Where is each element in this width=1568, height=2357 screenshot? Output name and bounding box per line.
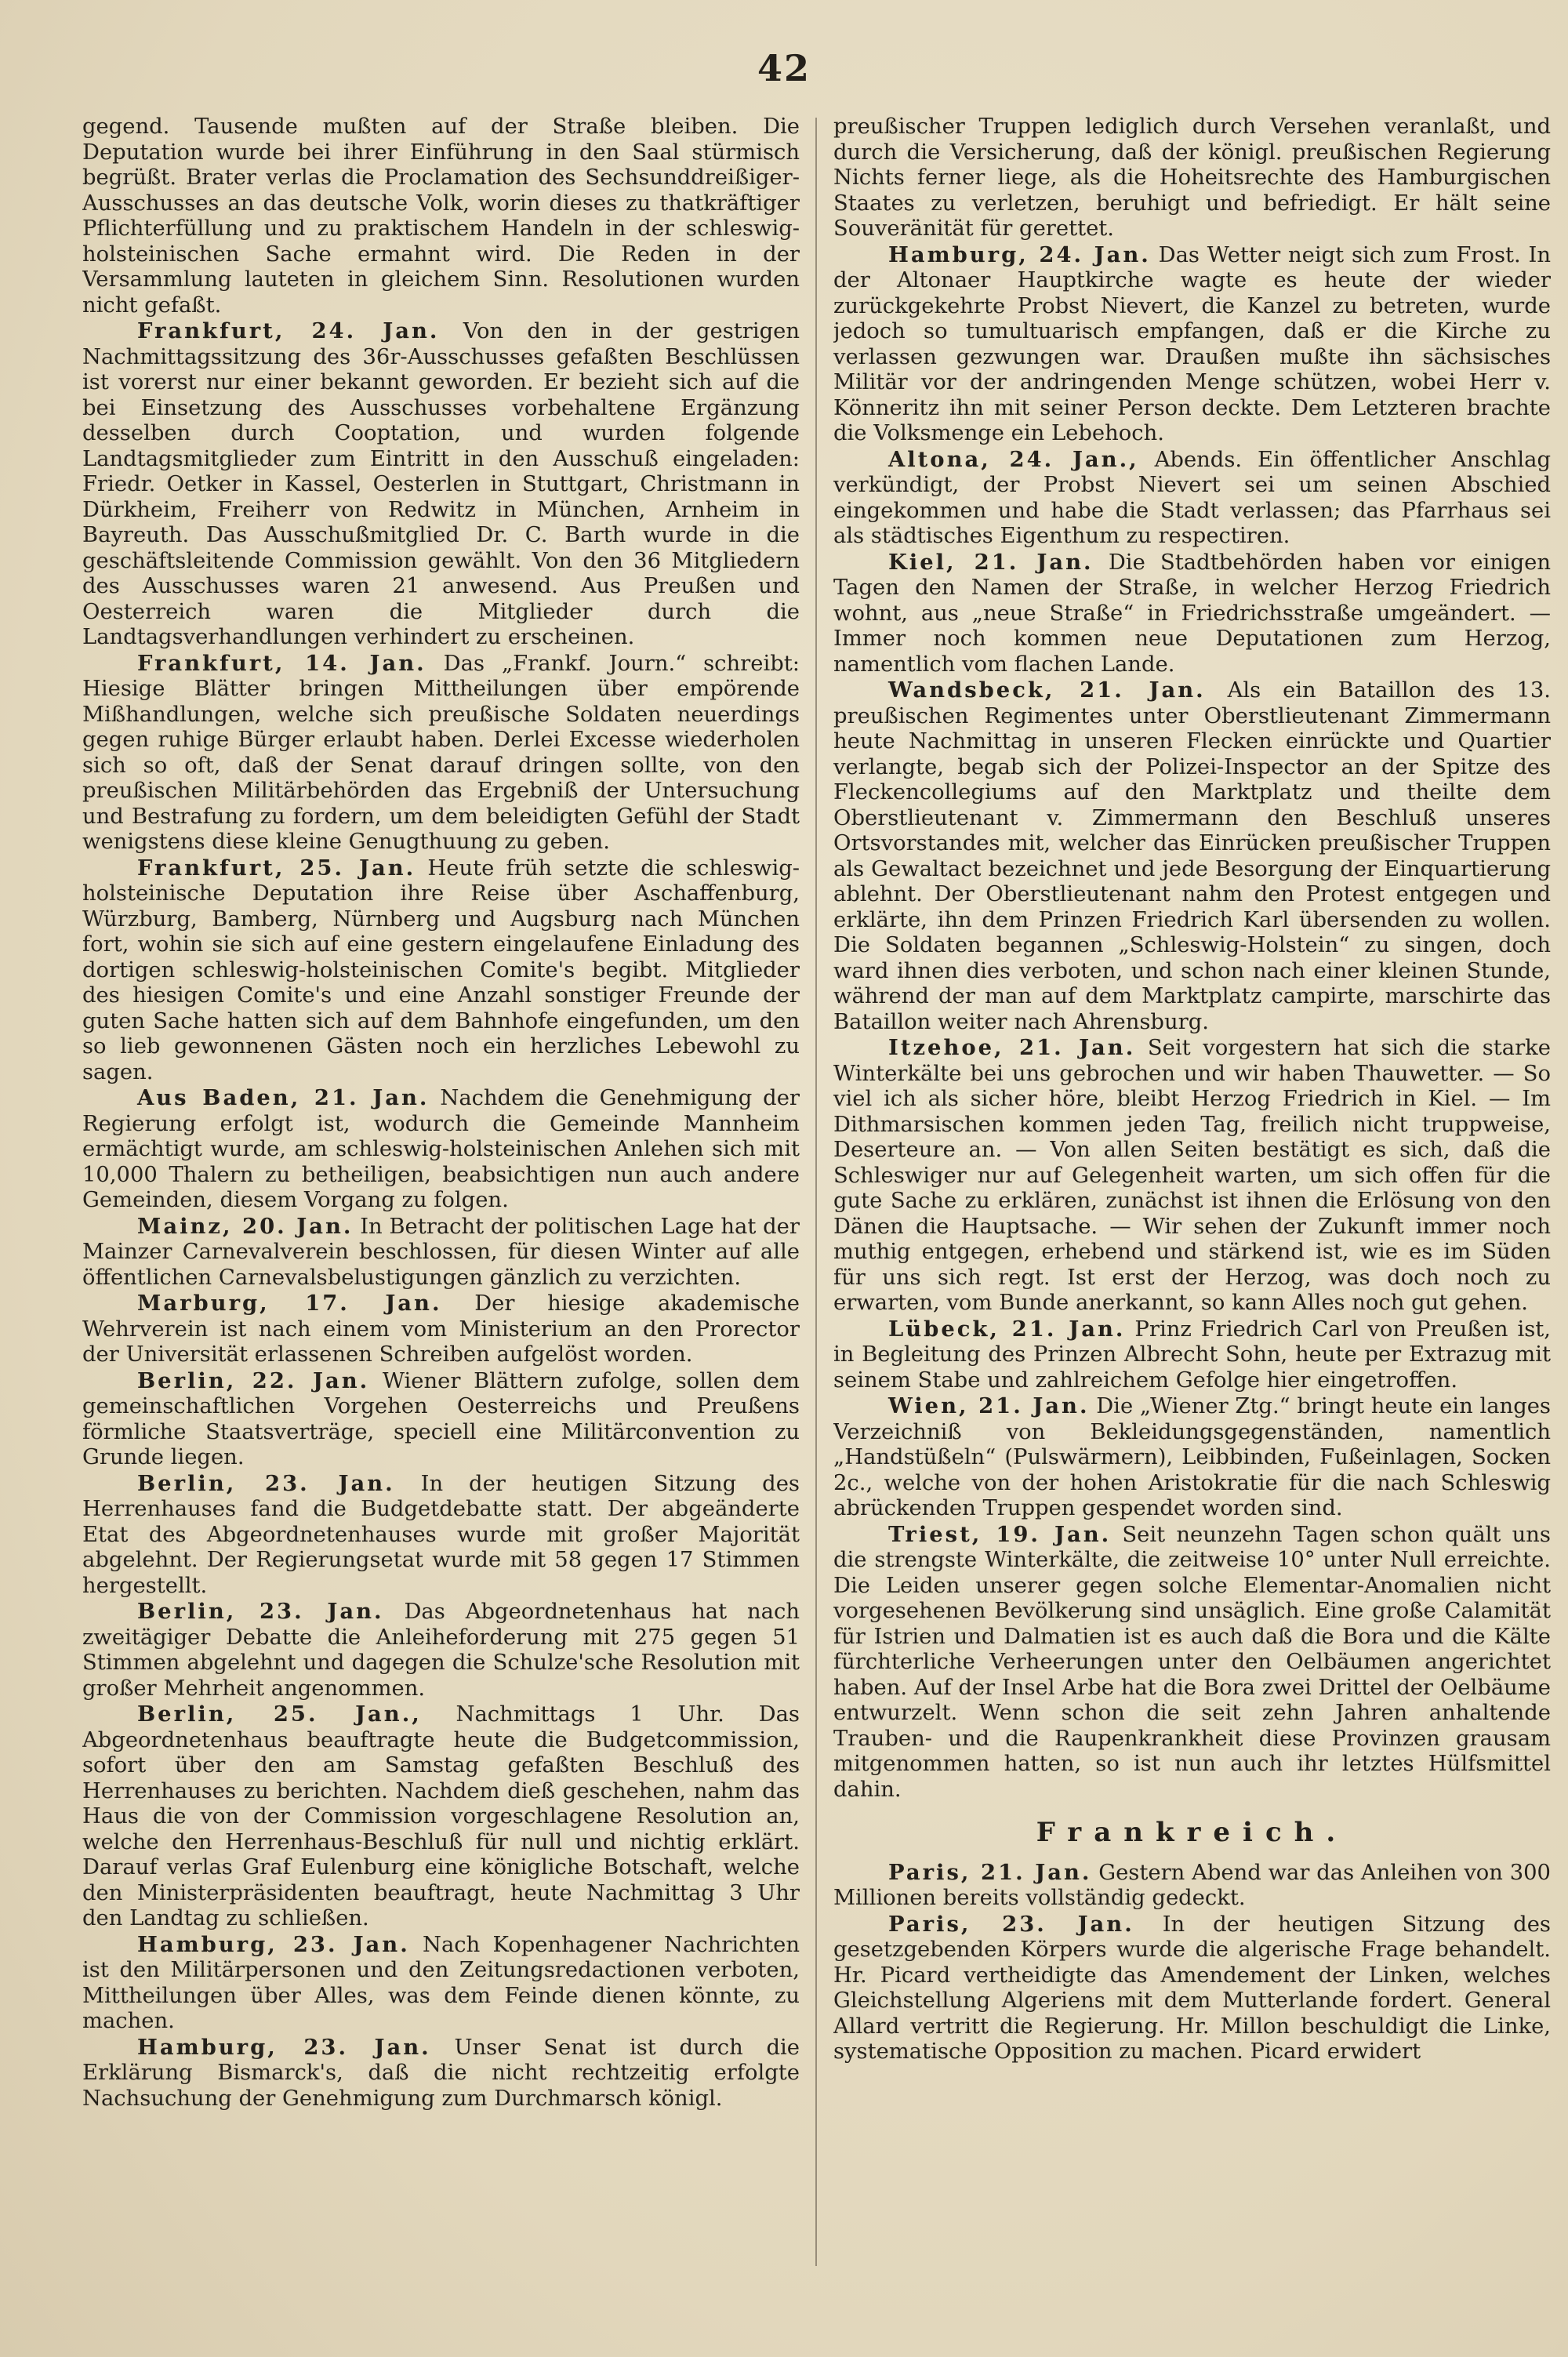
article-text: Seit neunzehn Tagen schon quält uns die strengste Winterkälte, die zeitweise 10° unter Null erreichte. Die Leiden unserer gegen solche Elementar-Anomalien nicht vorgesehenen Bevölkerung sind unsäglich. Eine große Calamität für Istrien und Dalmatien ist es auch daß die Bora und die Kälte fürchterliche Verheerungen unter den Oelbäumen angerichtet haben. Auf der Insel Arbe hat die Bora zwei Drittel der Oelbäume entwurzelt. Wenn schon die seit zehn Jahren anhaltende Trauben- und die Raupenkrankheit diese Provinzen grausam mitgenommen hatten, so ist nun auch ihr letztes Hülfsmittel dahin. bbox=[833, 1522, 1551, 1802]
article-paragraph bbox=[82, 855, 800, 1086]
left-column bbox=[82, 114, 800, 2305]
article-text: Seit vorgestern hat sich die starke Winterkälte bei uns gebrochen und wir haben Thauwetter. — So viel ich als sicher höre, bleibt Herzog Friedrich in Kiel. — Im Dithmarsischen kommen jeden Tag, freilich nicht truppweise, Deserteure an. — Von allen Seiten bestätigt es sich, daß die Schleswiger nur auf Gelegenheit warten, um sich offen für die gute Sache zu erklären, zunächst ist ihnen die Erlösung von den Dänen die Hauptsache. — Wir sehen der Zukunft immer noch muthig entgegen, erhebend und stärkend ist, wie es im Süden für uns sich regt. Ist erst der Herzog, was doch noch zu erwarten, vom Bunde anerkannt, so kann Alles noch gut gehen. bbox=[833, 1036, 1551, 1315]
article-paragraph bbox=[833, 1035, 1551, 1317]
article-paragraph bbox=[82, 1701, 800, 1932]
right-column bbox=[833, 114, 1551, 2305]
page-number: 42 bbox=[757, 47, 811, 89]
article-paragraph bbox=[833, 677, 1551, 1035]
dateline: Altona, 24. Jan., bbox=[888, 446, 1139, 472]
article-paragraph bbox=[82, 1214, 800, 1291]
dateline: Hamburg, 24. Jan. bbox=[888, 242, 1151, 267]
article-text: In Betracht der politischen Lage hat der Mainzer Carnevalverein beschlossen, für diesen Winter auf alle öffentlichen Carnevalsbelustigungen gänzlich zu verzichten. bbox=[82, 1214, 800, 1290]
article-paragraph bbox=[82, 1599, 800, 1701]
article-text: Prinz Friedrich Carl von Preußen ist, in Begleitung des Prinzen Albrecht Sohn, heute per Extrazug mit seinem Stabe und zahlreichem Gefolge hier eingetroffen. bbox=[833, 1317, 1551, 1393]
article-paragraph bbox=[833, 1912, 1551, 2065]
article-paragraph bbox=[82, 1368, 800, 1471]
article-paragraph bbox=[82, 1471, 800, 1600]
article-paragraph bbox=[82, 318, 800, 651]
article-paragraph bbox=[833, 550, 1551, 678]
article-text: Nachmittags 1 Uhr. Das Abgeordnetenhaus beauftragte heute die Budgetcommission, sofort über den am Samstag gefaßten Beschluß des Herrenhauses zu berichten. Nachdem dieß geschehen, nahm das Haus die von der Commission vorgeschlagene Resolution an, welche den Herrenhaus-Beschluß für null und nichtig erklärt. Darauf verlas Graf Eulenburg eine königliche Botschaft, welche den Ministerpräsidenten beauftragt, heute Nachmittag 3 Uhr den Landtag zu schließen. bbox=[82, 1702, 800, 1930]
article-text: Abends. Ein öffentlicher Anschlag verkündigt, der Probst Nievert sei um seinen Abschied eingekommen und habe die Stadt verlassen; das Pfarrhaus sei als städtisches Eigenthum zu respectiren. bbox=[833, 447, 1551, 548]
dateline: Marburg, 17. Jan. bbox=[137, 1291, 442, 1316]
article-paragraph bbox=[833, 242, 1551, 447]
article-text: preußischer Truppen lediglich durch Versehen veranlaßt, und durch die Versicherung, daß der königl. preußischen Regierung Nichts ferner liege, als die Hoheitsrechte des Hamburgischen Staates zu verletzen, beruhigt und befriedigt. Er hält seine Souveränität für gerettet. bbox=[833, 114, 1551, 241]
dateline: Paris, 21. Jan. bbox=[888, 1859, 1092, 1885]
dateline: Wien, 21. Jan. bbox=[888, 1393, 1090, 1418]
section-heading-frankreich: Frankreich. bbox=[1036, 1817, 1348, 1848]
article-paragraph bbox=[82, 114, 800, 318]
dateline: Lübeck, 21. Jan. bbox=[888, 1316, 1126, 1342]
article-paragraph bbox=[82, 1932, 800, 2035]
article-text: gegend. Tausende mußten auf der Straße bleiben. Die Deputation wurde bei ihrer Einführung in den Saal stürmisch begrüßt. Brater verlas die Proclamation des Sechsunddreißiger-Ausschusses an das deutsche Volk, worin dieses zu thatkräftiger Pflichterfüllung und zu praktischem Handeln in der schleswig-holsteinischen Sache ermahnt wird. Die Reden in der Versammlung lauteten in gleichem Sinn. Resolutionen wurden nicht gefaßt. bbox=[82, 114, 800, 318]
article-text: Der hiesige akademische Wehrverein ist nach einem vom Ministerium an den Prorector der Universität erlassenen Schreiben aufgelöst worden. bbox=[82, 1291, 800, 1367]
dateline: Aus Baden, 21. Jan. bbox=[137, 1085, 430, 1110]
article-paragraph bbox=[82, 2035, 800, 2112]
article-paragraph bbox=[833, 447, 1551, 550]
dateline: Hamburg, 23. Jan. bbox=[137, 1931, 410, 1957]
article-text: Das Abgeordnetenhaus hat nach zweitägiger Debatte die Anleiheforderung mit 275 gegen 51 Stimmen abgelehnt und dagegen die Schulze'sche Resolution mit großer Mehrheit angenommen. bbox=[82, 1600, 800, 1701]
dateline: Itzehoe, 21. Jan. bbox=[888, 1035, 1136, 1060]
article-paragraph bbox=[82, 1085, 800, 1214]
dateline: Berlin, 23. Jan. bbox=[137, 1599, 384, 1624]
article-text: In der heutigen Sitzung des Herrenhauses fand die Budgetdebatte statt. Der abgeänderte Etat des Abgeordnetenhauses wurde mit großer Majorität abgelehnt. Der Regierungsetat wurde mit 58 gegen 17 Stimmen hergestellt. bbox=[82, 1471, 800, 1598]
article-text: Von den in der gestrigen Nachmittagssitzung des 36r-Ausschusses gefaßten Beschlüssen ist vorerst nur einer bekannt geworden. Er bezieht sich auf die bei Einsetzung des Ausschusses vorbehaltene Ergänzung desselben durch Cooptation, und wurden folgende Landtagsmitglieder zum Eintritt in den Ausschuß eingeladen: Friedr. Oetker in Kassel, Oesterlen in Stuttgart, Christmann in Dürkheim, Freiherr von Redwitz in München, Arnheim in Bayreuth. Das Ausschußmitglied Dr. C. Barth wurde in die geschäftsleitende Commission gewählt. Von den 36 Mitgliedern des Ausschusses waren 21 anwesend. Aus Preußen und Oesterreich waren die Mitglieder durch die Landtagsverhandlungen verhindert zu erscheinen. bbox=[82, 319, 800, 649]
article-text: Wiener Blättern zufolge, sollen dem gemeinschaftlichen Vorgehen Oesterreichs und Preußens förmliche Staatsverträge, speciell eine Militärconvention zu Grunde liegen. bbox=[82, 1368, 800, 1469]
article-text: In der heutigen Sitzung des gesetzgebenden Körpers wurde die algerische Frage behandelt. Hr. Picard vertheidigte das Amendement der Linken, welches Gleichstellung Algeriens mit dem Mutterlande fordert. General Allard vertritt die Regierung. Hr. Millon beschuldigt die Linke, systematische Opposition zu machen. Picard erwidert bbox=[833, 1912, 1551, 2064]
article-paragraph bbox=[82, 1291, 800, 1368]
article-text: Gestern Abend war das Anleihen von 300 Millionen bereits vollständig gedeckt. bbox=[833, 1860, 1551, 1910]
article-text: Das Wetter neigt sich zum Frost. In der Altonaer Hauptkirche wagte es heute der wieder zurückgekehrte Probst Nievert, die Kanzel zu betreten, wurde jedoch so tumultuarisch empfangen, daß er die Kirche zu verlassen gezwungen war. Draußen mußte ihn sächsisches Militär vor der andringenden Menge schützen, wobei Herr v. Könneritz ihn mit seiner Person deckte. Dem Letzteren brachte die Volksmenge ein Lebehoch. bbox=[833, 242, 1551, 445]
dateline: Frankfurt, 24. Jan. bbox=[137, 318, 440, 343]
article-text: Heute früh setzte die schleswig-holsteinische Deputation ihre Reise über Aschaffenburg, Würzburg, Bamberg, Nürnberg und Augsburg nach München fort, wohin sie sich auf eine gestern eingelaufene Einladung des dortigen schleswig-holsteinischen Comite's begibt. Mitglieder des hiesigen Comite's und eine Anzahl sonstiger Freunde der guten Sache hatten sich auf dem Bahnhofe eingefunden, um den so lieb gewonnenen Gästen noch ein herzliches Lebewohl zu sagen. bbox=[82, 855, 800, 1084]
dateline: Kiel, 21. Jan. bbox=[888, 549, 1094, 575]
article-text: Die „Wiener Ztg.“ bringt heute ein langes Verzeichniß von Bekleidungsgegenständen, namentlich „Handstüßeln“ (Pulswärmern), Leibbinden, Fußeinlagen, Socken 2c., welche von der hohen Aristokratie für die nach Schleswig abrückenden Truppen gespendet worden sind. bbox=[833, 1394, 1551, 1520]
article-paragraph bbox=[833, 1317, 1551, 1394]
dateline: Wandsbeck, 21. Jan. bbox=[888, 677, 1206, 703]
dateline: Berlin, 25. Jan., bbox=[137, 1701, 422, 1727]
dateline: Frankfurt, 14. Jan. bbox=[137, 650, 426, 676]
dateline: Hamburg, 23. Jan. bbox=[137, 2034, 431, 2060]
article-paragraph bbox=[833, 1860, 1551, 1912]
dateline: Mainz, 20. Jan. bbox=[137, 1213, 354, 1239]
article-text: Die Stadtbehörden haben vor einigen Tagen den Namen der Straße, in welcher Herzog Friedrich wohnt, aus „neue Straße“ in Friedrichsstraße umgeändert. — Immer noch kommen neue Deputationen zum Herzog, namentlich vom flachen Lande. bbox=[833, 550, 1551, 677]
article-paragraph bbox=[833, 114, 1551, 242]
article-text: Nach Kopenhagener Nachrichten ist den Militärpersonen und den Zeitungsredactionen verboten, Mittheilungen über Alles, was dem Feinde dienen könnte, zu machen. bbox=[82, 1932, 800, 2033]
article-paragraph bbox=[833, 1393, 1551, 1522]
column-divider bbox=[815, 118, 817, 2266]
article-text: Als ein Bataillon des 13. preußischen Regimentes unter Oberstlieutenant Zimmermann heute Nachmittag in unseren Flecken einrückte und Quartier verlangte, begab sich der Polizei-Inspector an der Spitze des Fleckencollegiums auf den Marktplatz und theilte dem Oberstlieutenant v. Zimmermann den Beschluß unseres Ortsvorstandes mit, welcher das Einrücken preußischer Truppen als Gewaltact bezeichnet und jede Besorgung der Einquartierung ablehnt. Der Oberstlieutenant nahm den Protest entgegen und erklärte, ihn dem Prinzen Friedrich Karl übersenden zu wollen. Die Soldaten begannen „Schleswig-Holstein“ zu singen, doch ward ihnen dies verboten, und schon nach einer kleinen Stunde, während der man auf dem Marktplatz campirte, marschirte das Bataillon weiter nach Ahrensburg. bbox=[833, 678, 1551, 1034]
dateline: Berlin, 22. Jan. bbox=[137, 1367, 370, 1393]
article-paragraph bbox=[82, 651, 800, 855]
dateline: Berlin, 23. Jan. bbox=[137, 1470, 395, 1496]
dateline: Paris, 23. Jan. bbox=[888, 1911, 1134, 1937]
article-text: Das „Frankf. Journ.“ schreibt: Hiesige Blätter bringen Mittheilungen über empörende Mißhandlungen, welche sich preußische Soldaten neuerdings gegen ruhige Bürger erlaubt haben. Derlei Excesse wiederholen sich so oft, daß der Senat darauf dringen sollte, von den preußischen Militärbehörden das Ergebniß der Untersuchung und Bestrafung zu fordern, um dem beleidigten Gefühl der Stadt wenigstens diese kleine Genugthuung zu geben. bbox=[82, 651, 800, 854]
dateline: Triest, 19. Jan. bbox=[888, 1521, 1112, 1547]
dateline: Frankfurt, 25. Jan. bbox=[137, 855, 416, 881]
article-text: Unser Senat ist durch die Erklärung Bismarck's, daß die nicht rechtzeitig erfolgte Nachsuchung der Genehmigung zum Durchmarsch königl. bbox=[82, 2035, 800, 2111]
article-text: Nachdem die Genehmigung der Regierung erfolgt ist, wodurch die Gemeinde Mannheim ermächtigt wurde, am schleswig-holsteinischen Anlehen sich mit 10,000 Thalern zu betheiligen, beabsichtigen nun auch andere Gemeinden, diesem Vorgang zu folgen. bbox=[82, 1086, 800, 1212]
article-paragraph bbox=[833, 1522, 1551, 1803]
